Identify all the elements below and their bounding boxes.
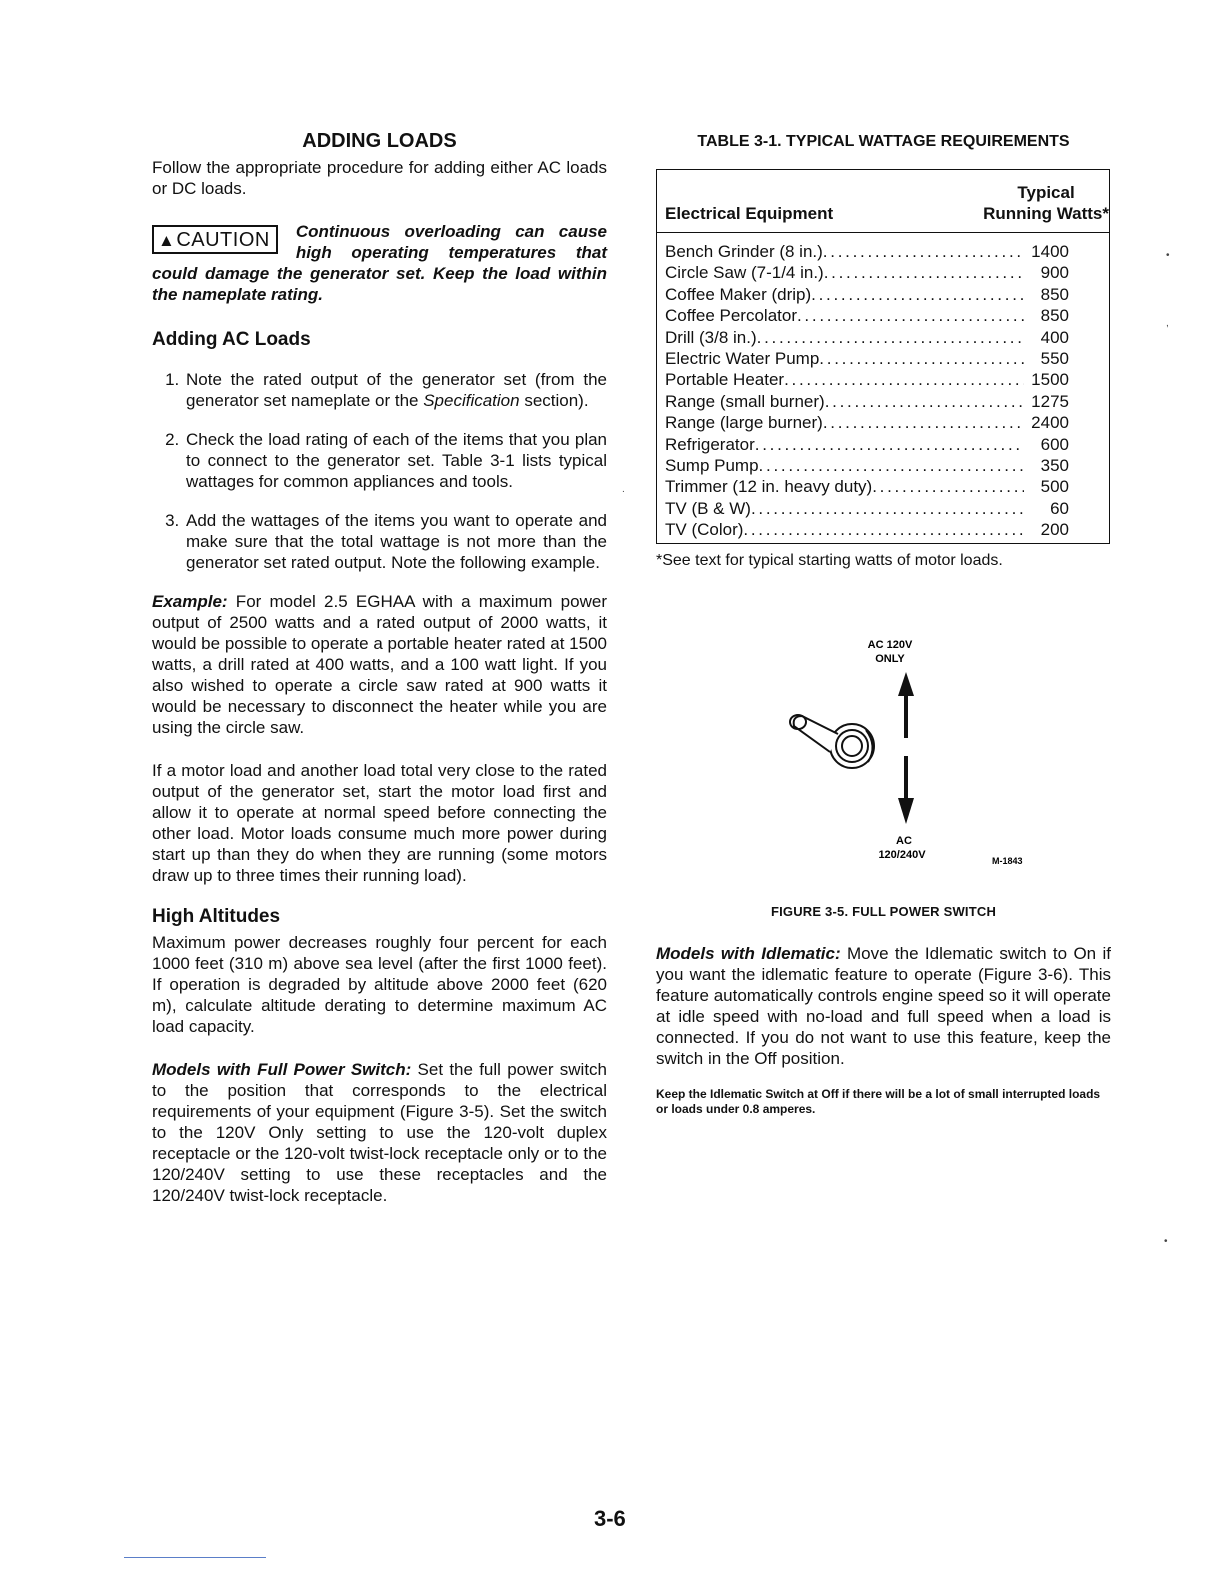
step-1-emphasis: Specification <box>423 391 520 410</box>
equipment-name: Refrigerator <box>665 434 755 454</box>
table-row <box>665 391 1109 412</box>
header-equipment: Electrical Equipment <box>665 204 834 223</box>
running-watts: 900 <box>1040 263 1069 283</box>
label-120-240v: 120/240V <box>878 848 926 861</box>
running-watts: 600 <box>1040 434 1069 454</box>
leader-dots <box>797 305 1024 326</box>
adding-loads-heading: ADDING LOADS <box>302 130 457 152</box>
caution-label: CAUTION <box>176 229 270 251</box>
table-header <box>657 170 1109 233</box>
running-watts: 400 <box>1040 327 1069 347</box>
motor-load-paragraph: If a motor load and another load total very close to the rated output of the generator set, start the motor load first and allow it to operate at normal speed before connecting the other load. Motor loads consume much more power during start up than they do when they are running (some motors draw up to three times their running load). <box>152 761 607 885</box>
adding-ac-loads-heading: Adding AC Loads <box>152 329 311 350</box>
running-watts: 1275 <box>1031 391 1069 411</box>
equipment-name: Coffee Percolator <box>665 306 797 326</box>
running-watts: 200 <box>1040 520 1069 540</box>
page-number: 3-6 <box>594 1506 626 1531</box>
toggle-switch-icon <box>790 715 874 768</box>
label-ac-120v: AC 120V <box>867 638 913 651</box>
step-item: 3. Add the wattages of the items you want to operate and make sure that the total wattage is not more than the generator set rated output. Note the following example. <box>184 510 607 573</box>
step-item <box>184 369 607 411</box>
running-watts: 2400 <box>1031 413 1069 433</box>
switch-illustration <box>656 634 1111 924</box>
header-watts <box>983 182 1109 224</box>
table-title: TABLE 3-1. TYPICAL WATTAGE REQUIREMENTS <box>697 133 1070 150</box>
leader-dots <box>823 412 1024 433</box>
caution-box <box>152 225 278 254</box>
table-row <box>665 284 1109 305</box>
header-watts-line2: Running Watts* <box>983 204 1109 223</box>
equipment-name: Range (small burner) <box>665 391 825 411</box>
left-column <box>152 130 607 1206</box>
idlematic-text: Move the Idlematic switch to On if you want the idlematic feature to operate (Figure 3-6). This feature automatically controls engine speed so it will operate at idle speed with no-load and full speed when a load is connected. If you do not want to use this feature, keep the switch in the Off position. <box>656 943 1111 1068</box>
figure-ref-code: M-1843 <box>992 855 1023 866</box>
full-power-switch-paragraph <box>152 1059 607 1206</box>
running-watts: 1500 <box>1031 370 1069 390</box>
header-watts-line1: Typical <box>1017 183 1075 202</box>
table-row <box>665 305 1109 326</box>
table-footnote: *See text for typical starting watts of motor loads. <box>656 551 1003 569</box>
leader-dots <box>823 241 1024 262</box>
running-watts: 500 <box>1040 477 1069 497</box>
table-row <box>665 348 1109 369</box>
label-only: ONLY <box>875 652 905 665</box>
running-watts: 550 <box>1040 349 1069 369</box>
equipment-name: Sump Pump <box>665 456 759 476</box>
scan-speck: . <box>622 484 625 495</box>
leader-dots <box>819 348 1024 369</box>
leader-dots <box>757 327 1024 348</box>
step-item: 2. Check the load rating of each of the items that you plan to connect to the generator set. Table 3-1 lists typical wattages for common appliances and tools. <box>184 429 607 492</box>
table-row <box>665 412 1109 433</box>
table-row <box>665 476 1109 497</box>
leader-dots <box>825 391 1024 412</box>
running-watts: 850 <box>1040 284 1069 304</box>
leader-dots <box>824 262 1024 283</box>
table-row <box>665 434 1109 455</box>
ac-load-steps <box>152 369 607 573</box>
caution-text: Continuous overloading can cause high operating temperatures that could damage the generator set. Keep the load within the nameplate rating. <box>152 222 607 304</box>
high-altitudes-paragraph: Maximum power decreases roughly four percent for each 1000 feet (310 m) above sea level (after the first 1000 feet). If operation is degraded by altitude above 2000 feet (620 m), calculate altitude derating to determine maximum AC load capacity. <box>152 933 607 1036</box>
label-ac: AC <box>896 834 912 847</box>
scan-speck: • <box>1166 250 1170 261</box>
equipment-name: Circle Saw (7-1/4 in.) <box>665 263 824 283</box>
running-watts: 1400 <box>1031 242 1069 261</box>
table-body <box>657 233 1109 543</box>
table-row <box>665 519 1109 540</box>
equipment-name: Range (large burner) <box>665 413 823 433</box>
leader-dots <box>872 476 1024 497</box>
full-power-switch-text: Set the full power switch to the position that corresponds to the electrical requirements of your equipment (Figure 3-5). Set the switch to the 120V Only setting to use the 120-volt duplex receptacle or the 120-volt twist-lock receptacle only or to the 120/240V setting to use these receptacles and the 120/240V twist-lock receptacle. <box>152 1060 608 1205</box>
leader-dots <box>784 369 1024 390</box>
table-row <box>665 498 1109 519</box>
wattage-table <box>656 169 1110 544</box>
full-power-switch-figure <box>656 634 1111 924</box>
idlematic-paragraph <box>656 943 1111 1069</box>
step-1-tail: section). <box>519 391 589 410</box>
down-arrow-icon <box>898 756 914 824</box>
equipment-name: TV (Color) <box>665 520 744 540</box>
running-watts: 350 <box>1040 456 1069 476</box>
idlematic-label: Models with Idlematic: <box>656 943 841 963</box>
equipment-name: Portable Heater <box>665 370 785 390</box>
adding-loads-intro: Follow the appropriate procedure for adding either AC loads or DC loads. <box>152 158 607 198</box>
leader-dots <box>811 284 1024 305</box>
high-altitudes-heading: High Altitudes <box>152 906 281 927</box>
example-label: Example: <box>152 592 228 611</box>
running-watts: 850 <box>1040 306 1069 326</box>
table-row <box>665 262 1109 283</box>
up-arrow-icon <box>898 672 914 738</box>
leader-dots <box>759 455 1024 476</box>
equipment-name: Coffee Maker (drip) <box>665 284 812 304</box>
equipment-name: Bench Grinder (8 in.) <box>665 242 823 261</box>
leader-dots <box>751 498 1024 519</box>
right-column <box>656 133 1111 1117</box>
equipment-name: Trimmer (12 in. heavy duty) <box>665 477 873 497</box>
idlematic-note: Keep the Idlematic Switch at Off if there will be a lot of small interrupted loads or loads under 0.8 amperes. <box>656 1086 1101 1116</box>
warning-triangle-icon: ▲ <box>158 231 176 250</box>
scan-speck: • <box>1164 1236 1168 1247</box>
leader-dots <box>743 519 1024 540</box>
table-row <box>665 327 1109 348</box>
caution-notice <box>152 221 607 305</box>
full-power-switch-label: Models with Full Power Switch: <box>152 1060 412 1079</box>
example-paragraph <box>152 591 607 738</box>
equipment-name: TV (B & W) <box>665 498 751 518</box>
step-1-text: Note the rated output of the generator set (from the generator set nameplate or the <box>186 370 607 410</box>
scan-speck: , <box>1166 318 1169 329</box>
equipment-name: Drill (3/8 in.) <box>665 327 757 347</box>
example-text: For model 2.5 EGHAA with a maximum power output of 2500 watts and a rated output of 2000 watts, it would be possible to operate a portable heater rated at 1500 watts, a drill rated at 400 watts, and a 100 watt light. If you also wished to operate a circle saw rated at 900 watts it would be necessary to disconnect the heater while you are using the circle saw. <box>152 592 607 737</box>
running-watts: 60 <box>1050 498 1069 518</box>
table-row <box>665 369 1109 390</box>
bottom-rule <box>124 1557 266 1558</box>
table-row <box>665 241 1109 262</box>
leader-dots <box>755 434 1024 455</box>
table-row <box>665 455 1109 476</box>
figure-caption: FIGURE 3-5. FULL POWER SWITCH <box>770 903 997 919</box>
equipment-name: Electric Water Pump <box>665 349 820 369</box>
